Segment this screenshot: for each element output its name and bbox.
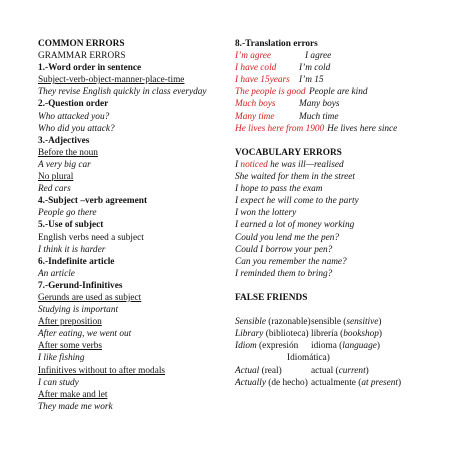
rule-text: Before the noun bbox=[38, 147, 98, 158]
rule-text: No plural bbox=[38, 172, 74, 183]
paren: ) bbox=[397, 377, 402, 388]
spanish-term: idioma ( bbox=[311, 341, 343, 352]
vocab-line: Can you remember the name? bbox=[235, 256, 347, 267]
heading-subject-verb-agreement: 4.-Subject –verb agreement bbox=[38, 196, 148, 207]
vocab-line: I earned a lot of money working bbox=[235, 220, 355, 231]
english-meaning: (biblioteca) bbox=[263, 329, 309, 340]
spanish-word bbox=[311, 328, 382, 340]
left-column bbox=[38, 38, 228, 413]
example-text: Who attacked you? bbox=[38, 111, 110, 122]
wrong-phrase: I have 15years bbox=[235, 75, 290, 86]
paren: ) bbox=[378, 317, 382, 328]
example-text: I like fishing bbox=[38, 353, 85, 364]
spanish-word bbox=[311, 377, 401, 389]
rule-text: Gerunds are used as subject bbox=[38, 292, 142, 303]
translation-row bbox=[235, 98, 440, 110]
section-subtitle: GRAMMAR ERRORS bbox=[38, 51, 126, 62]
heading-false-friends: FALSE FRIENDS bbox=[235, 292, 308, 303]
english-term: Idiom bbox=[235, 341, 257, 352]
vocab-line: She waited for them in the street bbox=[235, 172, 355, 183]
english-meaning: (razonable) bbox=[265, 317, 311, 328]
document-title: COMMON ERRORS bbox=[38, 39, 125, 49]
wrong-phrase: Much boys bbox=[235, 99, 276, 110]
english-term: Library bbox=[235, 329, 264, 340]
highlighted-word: noticed bbox=[240, 159, 268, 170]
vocab-line: I hope to pass the exam bbox=[235, 184, 323, 195]
correct-phrase: Much time bbox=[299, 111, 339, 122]
example-text: A very big car bbox=[38, 159, 91, 170]
correct-phrase: He lives here since bbox=[327, 123, 398, 134]
correct-phrase: I’m cold bbox=[299, 63, 331, 74]
english-meaning: (expresión bbox=[256, 341, 299, 352]
heading-indefinite-article: 6.-Indefinite article bbox=[38, 256, 115, 267]
spanish-meaning: bookshop bbox=[343, 329, 379, 340]
wrong-phrase: I’m agree bbox=[235, 51, 272, 62]
heading-vocabulary-errors: VOCABULARY ERRORS bbox=[235, 147, 342, 158]
example-text: They revise English quickly in class everyday bbox=[38, 87, 207, 98]
wrong-phrase: Many time bbox=[235, 111, 275, 122]
example-text: People go there bbox=[38, 208, 97, 219]
false-friend-row bbox=[235, 377, 440, 389]
english-word bbox=[235, 377, 311, 389]
spanish-word bbox=[311, 316, 382, 328]
spanish-word bbox=[311, 365, 369, 377]
heading-translation-errors: 8.-Translation errors bbox=[235, 39, 318, 49]
example-text: I can study bbox=[38, 377, 79, 388]
example-text: After eating, we went out bbox=[38, 329, 132, 340]
rule-text: Infinitives without to after modals bbox=[38, 365, 166, 376]
false-friend-row bbox=[235, 328, 440, 340]
spanish-meaning: sensitive bbox=[346, 317, 379, 328]
english-meaning-continued: Idiomática) bbox=[287, 353, 330, 364]
correct-phrase: I’m 15 bbox=[299, 75, 324, 86]
english-meaning: (real) bbox=[259, 365, 282, 376]
english-word bbox=[235, 340, 311, 352]
heading-word-order: 1.-Word order in sentence bbox=[38, 63, 142, 74]
heading-question-order: 2.-Question order bbox=[38, 99, 109, 110]
vocab-line bbox=[235, 159, 440, 171]
vocab-line: I won the lottery bbox=[235, 208, 297, 219]
spanish-term: librería ( bbox=[311, 329, 344, 340]
paren: ) bbox=[376, 341, 380, 352]
heading-adjectives: 3.-Adjectives bbox=[38, 135, 90, 146]
correct-phrase: People are kind bbox=[309, 87, 368, 98]
spanish-term: actual ( bbox=[311, 365, 339, 376]
heading-use-of-subject: 5.-Use of subject bbox=[38, 220, 104, 231]
spanish-meaning: at present bbox=[361, 377, 398, 388]
rule-text: After make and let bbox=[38, 389, 108, 400]
vocab-text: he was ill—realised bbox=[267, 159, 344, 170]
false-friend-row bbox=[235, 365, 440, 377]
wrong-phrase: I have cold bbox=[235, 63, 277, 74]
spanish-word bbox=[311, 340, 380, 352]
rule-text: After preposition bbox=[38, 317, 102, 328]
example-text: Studying is important bbox=[38, 305, 119, 316]
wrong-phrase: He lives here from 1900 bbox=[235, 123, 325, 134]
example-text: They made me work bbox=[38, 401, 113, 412]
english-word bbox=[235, 328, 311, 340]
vocab-line: I expect he will come to the party bbox=[235, 196, 359, 207]
spanish-term: actualmente ( bbox=[311, 377, 362, 388]
example-text: I think it is harder bbox=[38, 244, 106, 255]
translation-row bbox=[235, 74, 440, 86]
vocab-line: I reminded them to bring? bbox=[235, 268, 333, 279]
translation-row bbox=[235, 123, 440, 135]
false-friend-row bbox=[235, 340, 440, 352]
translation-row bbox=[235, 62, 440, 74]
heading-gerund-infinitives: 7.-Gerund-Infinitives bbox=[38, 280, 123, 291]
example-text: Who did you attack? bbox=[38, 123, 115, 134]
false-friend-row bbox=[235, 316, 440, 328]
wrong-phrase: The people is good bbox=[235, 87, 306, 98]
english-word bbox=[235, 316, 311, 328]
example-text: An article bbox=[38, 268, 75, 279]
spanish-term: sensible ( bbox=[311, 317, 347, 328]
rule-text: English verbs need a subject bbox=[38, 232, 144, 243]
translation-row bbox=[235, 50, 440, 62]
correct-phrase: I agree bbox=[305, 51, 332, 62]
english-term: Sensible bbox=[235, 317, 266, 328]
rule-text: Subject-verb-object-manner-place-time bbox=[38, 75, 185, 86]
english-term: Actually bbox=[235, 377, 266, 388]
paren: ) bbox=[378, 329, 383, 340]
english-word bbox=[235, 365, 311, 377]
vocab-line: Could you lend me the pen? bbox=[235, 232, 340, 243]
spanish-meaning: current bbox=[338, 365, 366, 376]
vocab-line: Could I borrow your pen? bbox=[235, 244, 333, 255]
example-text: Red cars bbox=[38, 184, 71, 195]
vocab-text: I bbox=[235, 159, 241, 170]
english-term: Actual bbox=[235, 365, 260, 376]
spanish-meaning: language bbox=[342, 341, 377, 352]
translation-row bbox=[235, 86, 440, 98]
english-meaning: (de hecho) bbox=[265, 377, 308, 388]
right-column bbox=[235, 38, 440, 389]
translation-row bbox=[235, 111, 440, 123]
rule-text: After some verbs bbox=[38, 341, 103, 352]
paren: ) bbox=[365, 365, 369, 376]
correct-phrase: Many boys bbox=[299, 99, 340, 110]
